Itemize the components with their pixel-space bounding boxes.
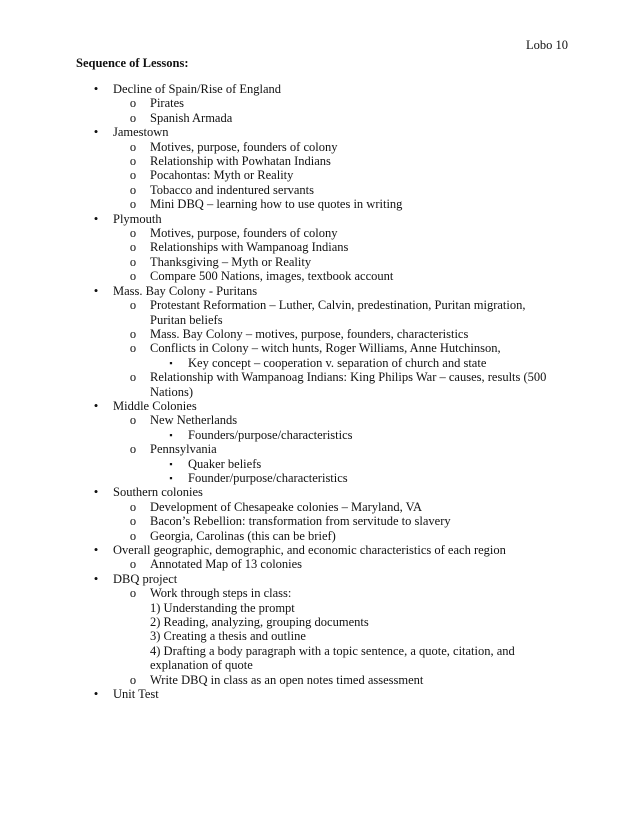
outline-item-level-2c xyxy=(0,658,638,672)
outline-item-text: Conflicts in Colony – witch hunts, Roger Williams, Anne Hutchinson, xyxy=(150,341,501,356)
outline-item-text: Development of Chesapeake colonies – Maryland, VA xyxy=(150,499,423,514)
circle-bullet-icon: o xyxy=(129,269,137,284)
outline-item-level-1 xyxy=(0,572,638,586)
circle-bullet-icon: o xyxy=(129,514,137,529)
outline-item-level-1 xyxy=(0,212,638,226)
outline-item-text: Mass. Bay Colony - Puritans xyxy=(113,283,258,298)
bullet-icon: • xyxy=(93,282,99,298)
bullet-icon: • xyxy=(93,484,99,500)
circle-bullet-icon: o xyxy=(129,182,137,197)
outline-item-text: Mini DBQ – learning how to use quotes in writing xyxy=(150,197,403,212)
outline-item-text: Jamestown xyxy=(113,125,169,140)
outline-item-text: Founders/purpose/characteristics xyxy=(188,427,353,442)
outline-item-level-2c xyxy=(0,313,638,327)
outline-item-level-2 xyxy=(0,183,638,197)
circle-bullet-icon: o xyxy=(129,370,137,385)
bullet-icon: • xyxy=(93,397,99,413)
outline-item-text: Georgia, Carolinas (this can be brief) xyxy=(150,528,336,543)
square-bullet-icon: ▪ xyxy=(169,458,173,469)
circle-bullet-icon: o xyxy=(129,499,137,514)
circle-bullet-icon: o xyxy=(129,326,137,341)
outline-item-text: 2) Reading, analyzing, grouping documents xyxy=(150,615,369,630)
outline-item-level-1 xyxy=(0,125,638,139)
outline-item-text: Compare 500 Nations, images, textbook account xyxy=(150,269,394,284)
outline-item-level-1 xyxy=(0,284,638,298)
outline-item-level-3 xyxy=(0,356,638,370)
outline-item-level-2 xyxy=(0,140,638,154)
outline-item-text: Tobacco and indentured servants xyxy=(150,182,314,197)
circle-bullet-icon: o xyxy=(129,672,137,687)
outline-item-text: Southern colonies xyxy=(113,485,203,500)
circle-bullet-icon: o xyxy=(129,298,137,313)
outline-item-level-2 xyxy=(0,341,638,355)
outline-item-level-2c xyxy=(0,601,638,615)
circle-bullet-icon: o xyxy=(129,442,137,457)
outline-item-text: Pirates xyxy=(150,96,185,111)
bullet-icon: • xyxy=(93,570,99,586)
outline-item-level-2 xyxy=(0,413,638,427)
circle-bullet-icon: o xyxy=(129,586,137,601)
outline-item-level-2 xyxy=(0,96,638,110)
outline-item-text: Plymouth xyxy=(113,211,162,226)
circle-bullet-icon: o xyxy=(129,168,137,183)
outline-item-text: Unit Test xyxy=(113,687,159,702)
outline-item-level-1 xyxy=(0,543,638,557)
bullet-icon: • xyxy=(93,210,99,226)
outline-item-level-2c xyxy=(0,385,638,399)
outline-item-text: Relationship with Powhatan Indians xyxy=(150,154,331,169)
circle-bullet-icon: o xyxy=(129,557,137,572)
outline-item-level-2 xyxy=(0,500,638,514)
outline-item-text: Motives, purpose, founders of colony xyxy=(150,226,338,241)
outline-item-text: Puritan beliefs xyxy=(150,312,223,327)
outline-item-level-2c xyxy=(0,644,638,658)
outline-item-text: Pocahontas: Myth or Reality xyxy=(150,168,294,183)
outline-item-text: Quaker beliefs xyxy=(188,456,262,471)
outline-item-level-2 xyxy=(0,327,638,341)
outline-item-level-1 xyxy=(0,485,638,499)
outline-item-text: Relationship with Wampanoag Indians: King Philips War – causes, results (500 xyxy=(150,370,547,385)
outline-item-level-2 xyxy=(0,168,638,182)
circle-bullet-icon: o xyxy=(129,110,137,125)
outline-item-level-1 xyxy=(0,399,638,413)
outline-item-level-2 xyxy=(0,370,638,384)
outline-item-level-2 xyxy=(0,557,638,571)
outline-item-text: 4) Drafting a body paragraph with a topic sentence, a quote, citation, and xyxy=(150,643,515,658)
outline-item-text: explanation of quote xyxy=(150,658,253,673)
circle-bullet-icon: o xyxy=(129,139,137,154)
outline-item-text: 1) Understanding the prompt xyxy=(150,600,295,615)
outline-item-level-3 xyxy=(0,471,638,485)
outline-item-level-2 xyxy=(0,298,638,312)
outline-item-level-2 xyxy=(0,154,638,168)
outline-item-level-2 xyxy=(0,197,638,211)
outline-item-text: Motives, purpose, founders of colony xyxy=(150,139,338,154)
outline-item-level-2 xyxy=(0,586,638,600)
circle-bullet-icon: o xyxy=(129,240,137,255)
outline-item-level-2c xyxy=(0,615,638,629)
bullet-icon: • xyxy=(93,686,99,702)
outline-item-text: Work through steps in class: xyxy=(150,586,292,601)
bullet-icon: • xyxy=(93,542,99,557)
outline-item-text: Annotated Map of 13 colonies xyxy=(150,557,303,572)
outline-item-level-2 xyxy=(0,442,638,456)
circle-bullet-icon: o xyxy=(129,197,137,212)
outline-item-level-2 xyxy=(0,111,638,125)
circle-bullet-icon: o xyxy=(129,341,137,356)
outline-item-text: Pennsylvania xyxy=(150,442,217,457)
square-bullet-icon: ▪ xyxy=(169,429,173,440)
outline-item-level-3 xyxy=(0,428,638,442)
circle-bullet-icon: o xyxy=(129,413,137,428)
outline-item-text: New Netherlands xyxy=(150,413,238,428)
bullet-icon: • xyxy=(93,124,99,140)
outline-item-text: Bacon’s Rebellion: transformation from servitude to slavery xyxy=(150,514,451,529)
outline-item-level-3 xyxy=(0,457,638,471)
outline-item-text: DBQ project xyxy=(113,571,178,586)
document-title: Sequence of Lessons: xyxy=(76,56,189,70)
outline-item-text: Key concept – cooperation v. separation of church and state xyxy=(188,355,487,370)
circle-bullet-icon: o xyxy=(129,528,137,543)
outline-item-text: Spanish Armada xyxy=(150,110,233,125)
outline-item-level-1 xyxy=(0,82,638,96)
outline-item-level-1 xyxy=(0,687,638,701)
outline-item-text: Thanksgiving – Myth or Reality xyxy=(150,254,312,269)
outline-item-level-2 xyxy=(0,255,638,269)
circle-bullet-icon: o xyxy=(129,226,137,241)
outline-item-level-2 xyxy=(0,269,638,283)
outline-item-level-2 xyxy=(0,514,638,528)
outline-item-text: Relationships with Wampanoag Indians xyxy=(150,240,349,255)
bullet-icon: • xyxy=(93,81,99,96)
lesson-outline xyxy=(0,82,638,701)
outline-item-level-2 xyxy=(0,240,638,254)
outline-item-level-2 xyxy=(0,673,638,687)
square-bullet-icon: ▪ xyxy=(169,357,173,368)
page-header-label: Lobo 10 xyxy=(525,38,568,52)
outline-item-level-2c xyxy=(0,629,638,643)
outline-item-text: Write DBQ in class as an open notes timed assessment xyxy=(150,672,424,687)
circle-bullet-icon: o xyxy=(129,154,137,169)
outline-item-text: Decline of Spain/Rise of England xyxy=(113,82,282,96)
outline-item-text: 3) Creating a thesis and outline xyxy=(150,629,306,644)
outline-item-text: Protestant Reformation – Luther, Calvin, predestination, Puritan migration, xyxy=(150,298,526,313)
outline-item-text: Overall geographic, demographic, and economic characteristics of each region xyxy=(113,543,506,557)
outline-item-text: Nations) xyxy=(150,384,194,399)
circle-bullet-icon: o xyxy=(129,96,137,111)
outline-item-level-2 xyxy=(0,226,638,240)
outline-item-text: Middle Colonies xyxy=(113,398,197,413)
outline-item-text: Mass. Bay Colony – motives, purpose, founders, characteristics xyxy=(150,326,469,341)
square-bullet-icon: ▪ xyxy=(169,472,173,483)
outline-item-text: Founder/purpose/characteristics xyxy=(188,470,348,485)
outline-item-level-2 xyxy=(0,529,638,543)
circle-bullet-icon: o xyxy=(129,254,137,269)
